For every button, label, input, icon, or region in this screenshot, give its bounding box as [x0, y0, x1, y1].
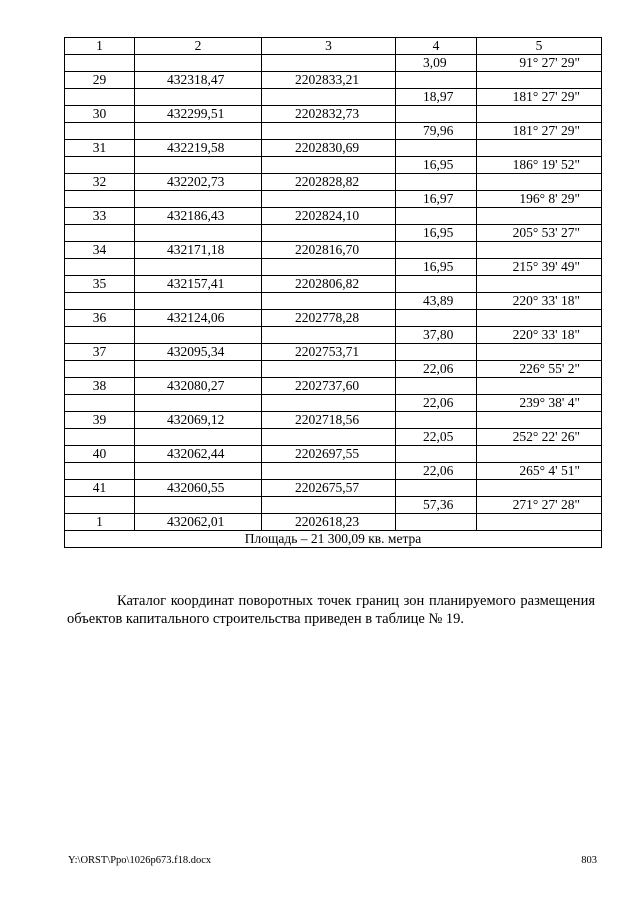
table-cell: 30 — [65, 106, 135, 123]
table-header-row — [65, 38, 602, 55]
table-cell: 39 — [65, 412, 135, 429]
table-cell — [477, 310, 602, 327]
table-cell — [396, 378, 477, 395]
table-cell — [477, 276, 602, 293]
table-cell — [396, 208, 477, 225]
table-row — [65, 497, 602, 514]
table-cell — [262, 463, 396, 480]
table-cell: 2202718,56 — [262, 412, 396, 429]
table-row — [65, 259, 602, 276]
table-cell: 432124,06 — [135, 310, 262, 327]
table-cell: 37,80 — [396, 327, 477, 344]
table-cell: 226° 55' 2" — [477, 361, 602, 378]
table-row — [65, 208, 602, 225]
table-cell — [477, 242, 602, 259]
table-row — [65, 480, 602, 497]
area-row — [65, 531, 602, 548]
table-cell: 41 — [65, 480, 135, 497]
table-cell: 40 — [65, 446, 135, 463]
table-cell — [477, 72, 602, 89]
table-cell — [135, 293, 262, 310]
table-cell — [396, 72, 477, 89]
table-cell — [477, 344, 602, 361]
table-cell: 196° 8' 29" — [477, 191, 602, 208]
table-cell — [262, 157, 396, 174]
table-cell — [262, 89, 396, 106]
table-cell — [262, 123, 396, 140]
table-cell: 239° 38' 4" — [477, 395, 602, 412]
header-cell: 2 — [135, 38, 262, 55]
table-cell — [262, 293, 396, 310]
table-cell: 91° 27' 29" — [477, 55, 602, 72]
table-cell — [65, 157, 135, 174]
table-cell — [135, 395, 262, 412]
table-cell — [65, 361, 135, 378]
table-cell — [135, 497, 262, 514]
table-cell: 432299,51 — [135, 106, 262, 123]
table-cell: 432062,44 — [135, 446, 262, 463]
table-row — [65, 225, 602, 242]
table-cell — [262, 429, 396, 446]
table-cell: 16,95 — [396, 259, 477, 276]
table-cell: 271° 27' 28" — [477, 497, 602, 514]
table-cell — [65, 123, 135, 140]
table-row — [65, 140, 602, 157]
table-cell — [65, 89, 135, 106]
table-row — [65, 412, 602, 429]
table-cell: 3,09 — [396, 55, 477, 72]
table-cell: 2202778,28 — [262, 310, 396, 327]
table-cell — [135, 89, 262, 106]
table-cell: 432095,34 — [135, 344, 262, 361]
table-cell: 2202737,60 — [262, 378, 396, 395]
header-cell: 4 — [396, 38, 477, 55]
table-row — [65, 106, 602, 123]
table-cell — [135, 55, 262, 72]
table-cell: 2202697,55 — [262, 446, 396, 463]
table-cell: 31 — [65, 140, 135, 157]
table-cell: 252° 22' 26" — [477, 429, 602, 446]
table-cell — [262, 395, 396, 412]
table-cell — [396, 174, 477, 191]
table-cell — [135, 123, 262, 140]
table-cell: 2202816,70 — [262, 242, 396, 259]
table-body — [65, 38, 602, 548]
table-row — [65, 123, 602, 140]
table-cell — [477, 208, 602, 225]
table-row — [65, 327, 602, 344]
table-row — [65, 429, 602, 446]
table-cell — [477, 106, 602, 123]
table-cell: 2202753,71 — [262, 344, 396, 361]
table-cell — [262, 191, 396, 208]
table-cell — [135, 429, 262, 446]
table-cell: 432202,73 — [135, 174, 262, 191]
table-cell: 57,36 — [396, 497, 477, 514]
table-row — [65, 463, 602, 480]
table-cell: 432318,47 — [135, 72, 262, 89]
table-row — [65, 157, 602, 174]
table-cell — [262, 259, 396, 276]
table-cell: 38 — [65, 378, 135, 395]
table-cell — [65, 429, 135, 446]
table-cell: 432069,12 — [135, 412, 262, 429]
table-cell: 181° 27' 29" — [477, 89, 602, 106]
table-cell — [65, 191, 135, 208]
table-cell: 34 — [65, 242, 135, 259]
table-cell: 2202828,82 — [262, 174, 396, 191]
table-cell — [135, 225, 262, 242]
table-cell — [477, 378, 602, 395]
table-row — [65, 89, 602, 106]
table-cell: 2202618,23 — [262, 514, 396, 531]
table-cell — [477, 446, 602, 463]
table-cell — [65, 395, 135, 412]
header-cell: 5 — [477, 38, 602, 55]
table-row — [65, 446, 602, 463]
body-paragraph: Каталог координат поворотных точек границ зон планируемого размещения объектов капитального строительства приведен в таблице № 19. — [67, 593, 595, 627]
table-row — [65, 276, 602, 293]
table-cell: 33 — [65, 208, 135, 225]
table-cell: 432186,43 — [135, 208, 262, 225]
table-cell — [396, 276, 477, 293]
table-cell — [135, 327, 262, 344]
table-cell — [396, 140, 477, 157]
table-cell: 186° 19' 52" — [477, 157, 602, 174]
footer-page-number: 803 — [581, 855, 597, 866]
footer-file-path: Y:\ORST\Ppo\1026p673.f18.docx — [68, 855, 212, 866]
coordinates-table — [64, 37, 602, 548]
table-cell: 18,97 — [396, 89, 477, 106]
header-cell: 1 — [65, 38, 135, 55]
table-cell: 2202806,82 — [262, 276, 396, 293]
table-row — [65, 191, 602, 208]
table-cell — [396, 412, 477, 429]
area-total: Площадь – 21 300,09 кв. метра — [65, 531, 602, 548]
table-cell — [477, 514, 602, 531]
table-cell: 37 — [65, 344, 135, 361]
table-cell: 181° 27' 29" — [477, 123, 602, 140]
table-cell: 265° 4' 51" — [477, 463, 602, 480]
table-row — [65, 378, 602, 395]
table-row — [65, 72, 602, 89]
table-row — [65, 174, 602, 191]
table-cell: 22,06 — [396, 463, 477, 480]
table-cell: 32 — [65, 174, 135, 191]
table-cell: 43,89 — [396, 293, 477, 310]
table-cell — [65, 463, 135, 480]
table-cell: 220° 33' 18" — [477, 293, 602, 310]
table-row — [65, 395, 602, 412]
table-cell — [135, 361, 262, 378]
table-row — [65, 344, 602, 361]
table-cell: 220° 33' 18" — [477, 327, 602, 344]
table-cell — [262, 225, 396, 242]
table-cell: 35 — [65, 276, 135, 293]
table-cell: 2202833,21 — [262, 72, 396, 89]
table-cell: 16,95 — [396, 157, 477, 174]
table-row — [65, 293, 602, 310]
table-cell — [65, 497, 135, 514]
table-cell: 16,97 — [396, 191, 477, 208]
table-cell: 432171,18 — [135, 242, 262, 259]
table-cell — [477, 480, 602, 497]
table-cell: 2202675,57 — [262, 480, 396, 497]
table-cell — [262, 55, 396, 72]
table-cell — [396, 310, 477, 327]
table-cell — [135, 157, 262, 174]
table-row — [65, 514, 602, 531]
table-cell — [396, 446, 477, 463]
table-cell — [65, 259, 135, 276]
table-cell — [65, 55, 135, 72]
table-cell — [396, 514, 477, 531]
table-cell: 432060,55 — [135, 480, 262, 497]
table-cell — [65, 327, 135, 344]
table-cell — [477, 174, 602, 191]
table-cell: 29 — [65, 72, 135, 89]
table-cell: 16,95 — [396, 225, 477, 242]
table-cell: 2202824,10 — [262, 208, 396, 225]
table-cell: 22,06 — [396, 395, 477, 412]
table-cell — [396, 106, 477, 123]
table-cell: 205° 53' 27" — [477, 225, 602, 242]
table-cell — [262, 497, 396, 514]
table-cell: 22,05 — [396, 429, 477, 446]
table-cell — [135, 259, 262, 276]
table-cell — [135, 191, 262, 208]
table-cell: 432062,01 — [135, 514, 262, 531]
table-cell: 215° 39' 49" — [477, 259, 602, 276]
table-cell — [477, 140, 602, 157]
table-row — [65, 242, 602, 259]
table-cell — [396, 344, 477, 361]
table-cell — [262, 361, 396, 378]
table-cell: 432219,58 — [135, 140, 262, 157]
table-cell: 432157,41 — [135, 276, 262, 293]
table-row — [65, 310, 602, 327]
table-cell: 2202832,73 — [262, 106, 396, 123]
table-cell — [135, 463, 262, 480]
table-cell — [65, 293, 135, 310]
table-cell: 36 — [65, 310, 135, 327]
table-cell — [65, 225, 135, 242]
table-cell: 22,06 — [396, 361, 477, 378]
table-cell: 2202830,69 — [262, 140, 396, 157]
table-cell — [262, 327, 396, 344]
header-cell: 3 — [262, 38, 396, 55]
table-row — [65, 55, 602, 72]
table-row — [65, 361, 602, 378]
table-cell — [477, 412, 602, 429]
table-cell: 1 — [65, 514, 135, 531]
table-cell — [396, 480, 477, 497]
table-cell — [396, 242, 477, 259]
table-cell: 79,96 — [396, 123, 477, 140]
table-cell: 432080,27 — [135, 378, 262, 395]
